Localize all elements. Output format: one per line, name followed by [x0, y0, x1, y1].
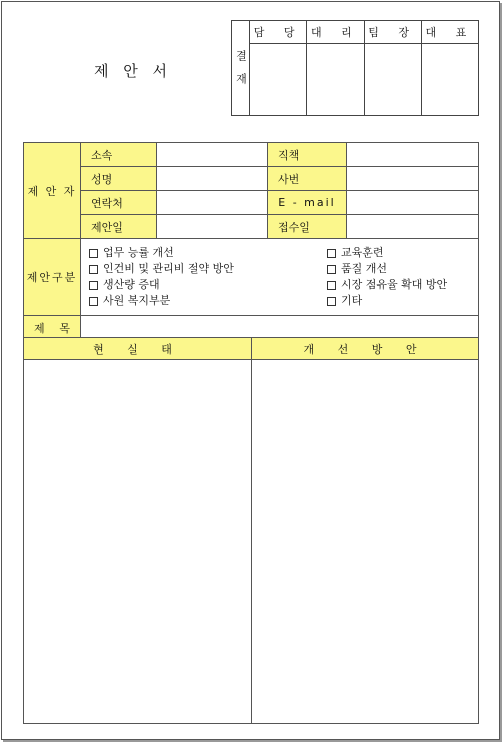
label-employee-id: 사번 [268, 167, 347, 191]
current-state-header: 현 실 태 [24, 338, 252, 360]
checkbox-production-increase[interactable] [89, 277, 327, 293]
checkbox-market-share[interactable] [327, 277, 447, 293]
columns-header-table [23, 337, 479, 360]
checkbox-icon [327, 281, 336, 290]
option-label: 기타 [341, 294, 363, 307]
checkbox-icon [327, 249, 336, 258]
subject-label: 제 목 [24, 316, 81, 340]
checkbox-cost-saving[interactable] [89, 261, 327, 277]
option-label: 교육훈련 [341, 246, 384, 259]
label-proposal-date: 제안일 [81, 215, 157, 239]
checkbox-employee-welfare[interactable] [89, 293, 327, 309]
label-receipt-date: 접수일 [268, 215, 347, 239]
column-divider [251, 360, 252, 723]
improvement-plan-header: 개 선 방 안 [252, 338, 479, 360]
checkbox-training[interactable] [327, 245, 447, 261]
option-label: 생산량 증대 [103, 278, 160, 291]
approval-header-deputy: 대 리 [307, 21, 364, 44]
approval-sign-team-lead[interactable] [364, 44, 421, 116]
approval-header-staff: 담 당 [250, 21, 307, 44]
category-options [81, 239, 479, 316]
approval-side-label: 결재 [232, 21, 250, 116]
option-label: 시장 점유율 확대 방안 [341, 278, 448, 291]
receipt-date-field[interactable] [347, 215, 479, 239]
label-affiliation: 소속 [81, 143, 157, 167]
label-contact: 연락처 [81, 191, 157, 215]
approval-sign-deputy[interactable] [307, 44, 364, 116]
approval-sign-staff[interactable] [250, 44, 307, 116]
label-name: 성명 [81, 167, 157, 191]
subject-field[interactable] [81, 316, 479, 340]
checkbox-icon [327, 265, 336, 274]
category-label: 제안구분 [24, 239, 81, 316]
option-label: 사원 복지부분 [103, 294, 171, 307]
contact-field[interactable] [157, 191, 268, 215]
approval-header-team-lead: 팀 장 [364, 21, 421, 44]
checkbox-icon [89, 265, 98, 274]
email-field[interactable] [347, 191, 479, 215]
checkbox-icon [89, 297, 98, 306]
checkbox-other[interactable] [327, 293, 447, 309]
employee-id-field[interactable] [347, 167, 479, 191]
label-email: E - mail [268, 191, 347, 215]
affiliation-field[interactable] [157, 143, 268, 167]
option-label: 인건비 및 관리비 절약 방안 [103, 262, 234, 275]
checkbox-work-efficiency[interactable] [89, 245, 327, 261]
content-area [23, 360, 479, 724]
position-field[interactable] [347, 143, 479, 167]
checkbox-icon [89, 281, 98, 290]
name-field[interactable] [157, 167, 268, 191]
checkbox-icon [89, 249, 98, 258]
form-page [1, 1, 500, 740]
approval-header-ceo: 대 표 [421, 21, 478, 44]
proposer-section-label: 제 안 자 [24, 143, 81, 239]
option-label: 품질 개선 [341, 262, 388, 275]
page-title: 제 안 서 [94, 62, 173, 80]
approval-table [231, 20, 479, 116]
checkbox-quality[interactable] [327, 261, 447, 277]
checkbox-icon [327, 297, 336, 306]
proposal-form-table [23, 142, 479, 340]
option-label: 업무 능률 개선 [103, 246, 174, 259]
approval-sign-ceo[interactable] [421, 44, 478, 116]
label-position: 직책 [268, 143, 347, 167]
proposal-date-field[interactable] [157, 215, 268, 239]
